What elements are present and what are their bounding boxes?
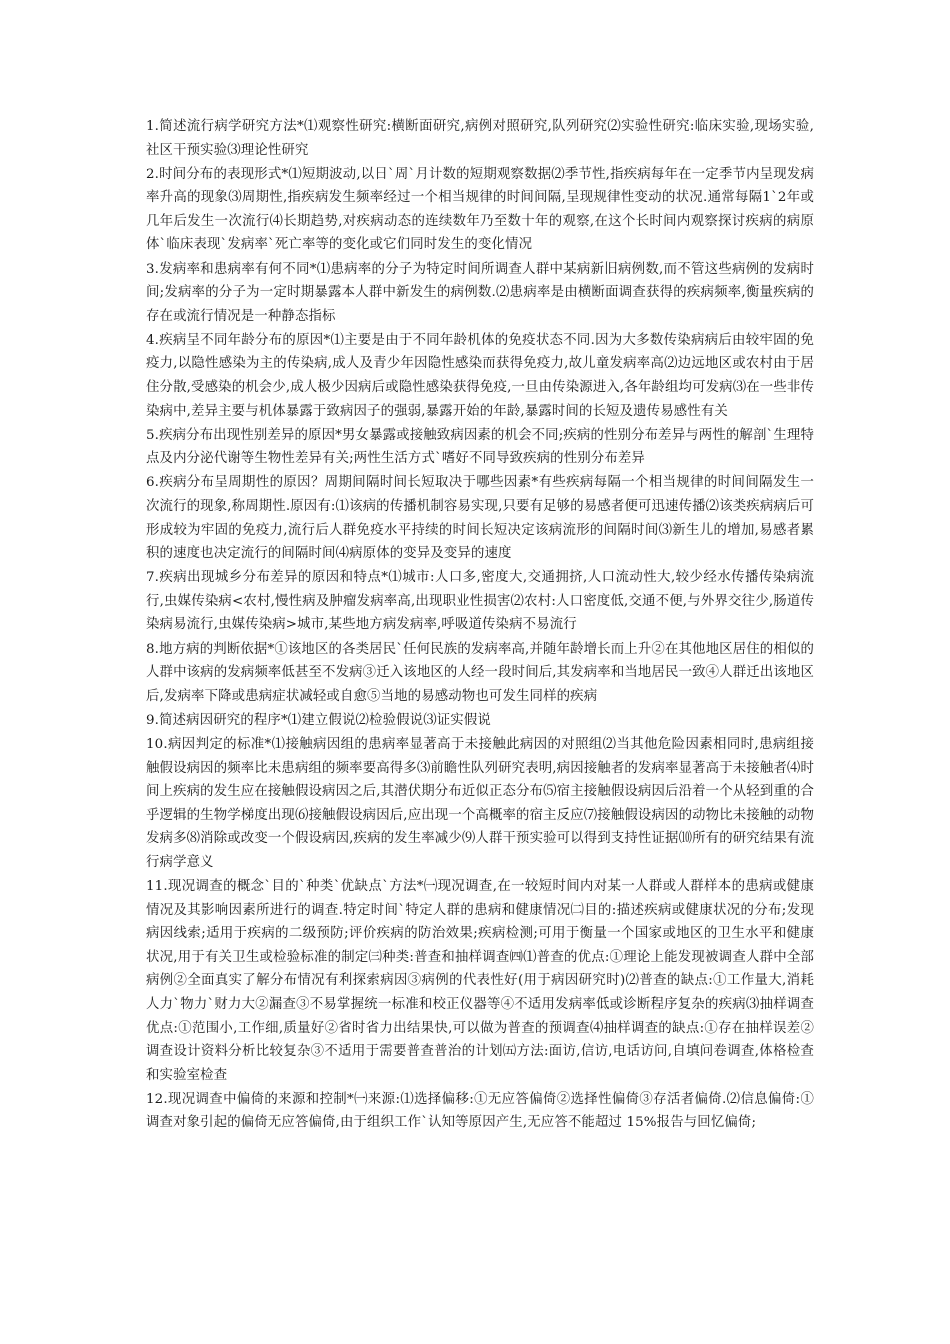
paragraph-2: 2.时间分布的表现形式*⑴短期波动,以日`周`月计数的短期观察数据⑵季节性,指疾病每年在一定季节内呈现发病率升高的现象⑶周期性,指疾病发生频率经过一个相当规律的时间间隔,呈现规律性变动的状况.通常每隔1`2年或几年后发生一次流行⑷长期趋势,对疾病动态的连续数年乃至数十年的观察,在这个长时间内观察探讨疾病的病原体`临床表现`发病率`死亡率等的变化或它们同时发生的变化情况 <box>146 166 814 253</box>
paragraph-5: 5.疾病分布出现性别差异的原因*男女暴露或接触致病因素的机会不同;疾病的性别分布差异与两性的解剖`生理特点及内分泌代谢等生物性差异有关;两性生活方式`嗜好不同导致疾病的性别分布差异 <box>146 427 814 467</box>
paragraph-12: 12.现况调查中偏倚的来源和控制*㈠来源:⑴选择偏移:①无应答偏倚②选择性偏倚③存活者偏倚.⑵信息偏倚:①调查对象引起的偏倚无应答偏倚,由于组织工作`认知等原因产生,无应答不能超过 15%报告与回忆偏倚; <box>146 1091 814 1131</box>
paragraph-10: 10.病因判定的标准*⑴接触病因组的患病率显著高于未接触此病因的对照组⑵当其他危险因素相同时,患病组接触假设病因的频率比未患病组的频率要高得多⑶前瞻性队列研究表明,病因接触者的发病率显著高于未接触者⑷时间上疾病的发生应在接触假设病因之后,其潜伏期分布近似正态分布⑸宿主接触假设病因后沿着一个从轻到重的合乎逻辑的生物学梯度出现⑹接触假设病因后,应出现一个高概率的宿主反应⑺接触假设病因的动物比未接触的动物发病多⑻消除或改变一个假设病因,疾病的发生率减少⑼人群干预实验可以得到支持性证据⑽所有的研究结果有流行病学意义 <box>146 736 814 870</box>
paragraph-7: 7.疾病出现城乡分布差异的原因和特点*⑴城市:人口多,密度大,交通拥挤,人口流动性大,较少经水传播传染病流行,虫媒传染病<农村,慢性病及肿瘤发病率高,出现职业性损害⑵农村:人口密度低,交通不便,与外界交往少,肠道传染病易流行,虫媒传染病>城市,某些地方病发病率,呼吸道传染病不易流行 <box>146 570 814 633</box>
paragraph-11: 11.现况调查的概念`目的`种类`优缺点`方法*㈠现况调查,在一较短时间内对某一人群或人群样本的患病或健康情况及其影响因素所进行的调查.特定时间`特定人群的患病和健康情况㈡目的:描述疾病或健康状况的分布;发现病因线索;适用于疾病的二级预防;评价疾病的防治效果;疾病检测;可用于衡量一个国家或地区的卫生水平和健康状况,用于有关卫生或检验标准的制定㈢种类:普查和抽样调查㈣⑴普查的优点:①理论上能发现被调查人群中全部病例②全面真实了解分布情况有利探索病因③病例的代表性好(用于病因研究时)⑵普查的缺点:①工作量大,消耗人力`物力`财力大②漏查③不易掌握统一标准和校正仪器等④不适用发病率低或诊断程序复杂的疾病⑶抽样调查优点:①范围小,工作细,质量好②省时省力出结果快,可以做为普查的预调查⑷抽样调查的缺点:①存在抽样误差②调查设计资料分析比较复杂③不适用于需要普查普治的计划㈤方法:面访,信访,电话访问,自填问卷调查,体格检查和实验室检查 <box>146 879 814 1083</box>
paragraph-1: 1.简述流行病学研究方法*⑴观察性研究:横断面研究,病例对照研究,队列研究⑵实验性研究:临床实验,现场实验,社区干预实验⑶理论性研究 <box>146 119 814 158</box>
paragraph-3: 3.发病率和患病率有何不同*⑴患病率的分子为特定时间所调查人群中某病新旧病例数,而不管这些病例的发病时间;发病率的分子为一定时期暴露本人群中新发生的病例数.⑵患病率是由横断面调查获得的疾病频率,衡量疾病的存在或流行情况是一种静态指标 <box>146 261 814 324</box>
paragraph-9: 9.简述病因研究的程序*⑴建立假说⑵检验假说⑶证实假说 <box>146 712 491 728</box>
paragraph-4: 4.疾病呈不同年龄分布的原因*⑴主要是由于不同年龄机体的免疫状态不同.因为大多数传染病病后由较牢固的免疫力,以隐性感染为主的传染病,成人及青少年因隐性感染而获得免疫力,故儿童发病率高⑵边远地区或农村由于居住分散,受感染的机会少,成人极少因病后或隐性感染获得免疫,一旦由传染源进入,各年龄组均可发病⑶在一些非传染病中,差异主要与机体暴露于致病因子的强弱,暴露开始的年龄,暴露时间的长短及遗传易感性有关 <box>146 332 814 419</box>
paragraph-8: 8.地方病的判断依据*①该地区的各类居民`任何民族的发病率高,并随年龄增长而上升②在其他地区居住的相似的人群中该病的发病频率低甚至不发病③迁入该地区的人经一段时间后,其发病率和当地居民一致④人群迁出该地区后,发病率下降或患病症状减轻或自愈⑤当地的易感动物也可发生同样的疾病 <box>146 641 814 704</box>
paragraph-6: 6.疾病分布呈周期性的原因？周期间隔时间长短取决于哪些因素*有些疾病每隔一个相当规律的时间间隔发生一次流行的现象,称周期性.原因有:⑴该病的传播机制容易实现,只要有足够的易感者便可迅速传播⑵该类疾病病后可形成较为牢固的免疫力,流行后人群免疫水平持续的时间长短决定该病流形的间隔时间⑶新生儿的增加,易感者累积的速度也决定流行的间隔时间⑷病原体的变异及变异的速度 <box>146 475 814 562</box>
document-body <box>146 115 814 1136</box>
